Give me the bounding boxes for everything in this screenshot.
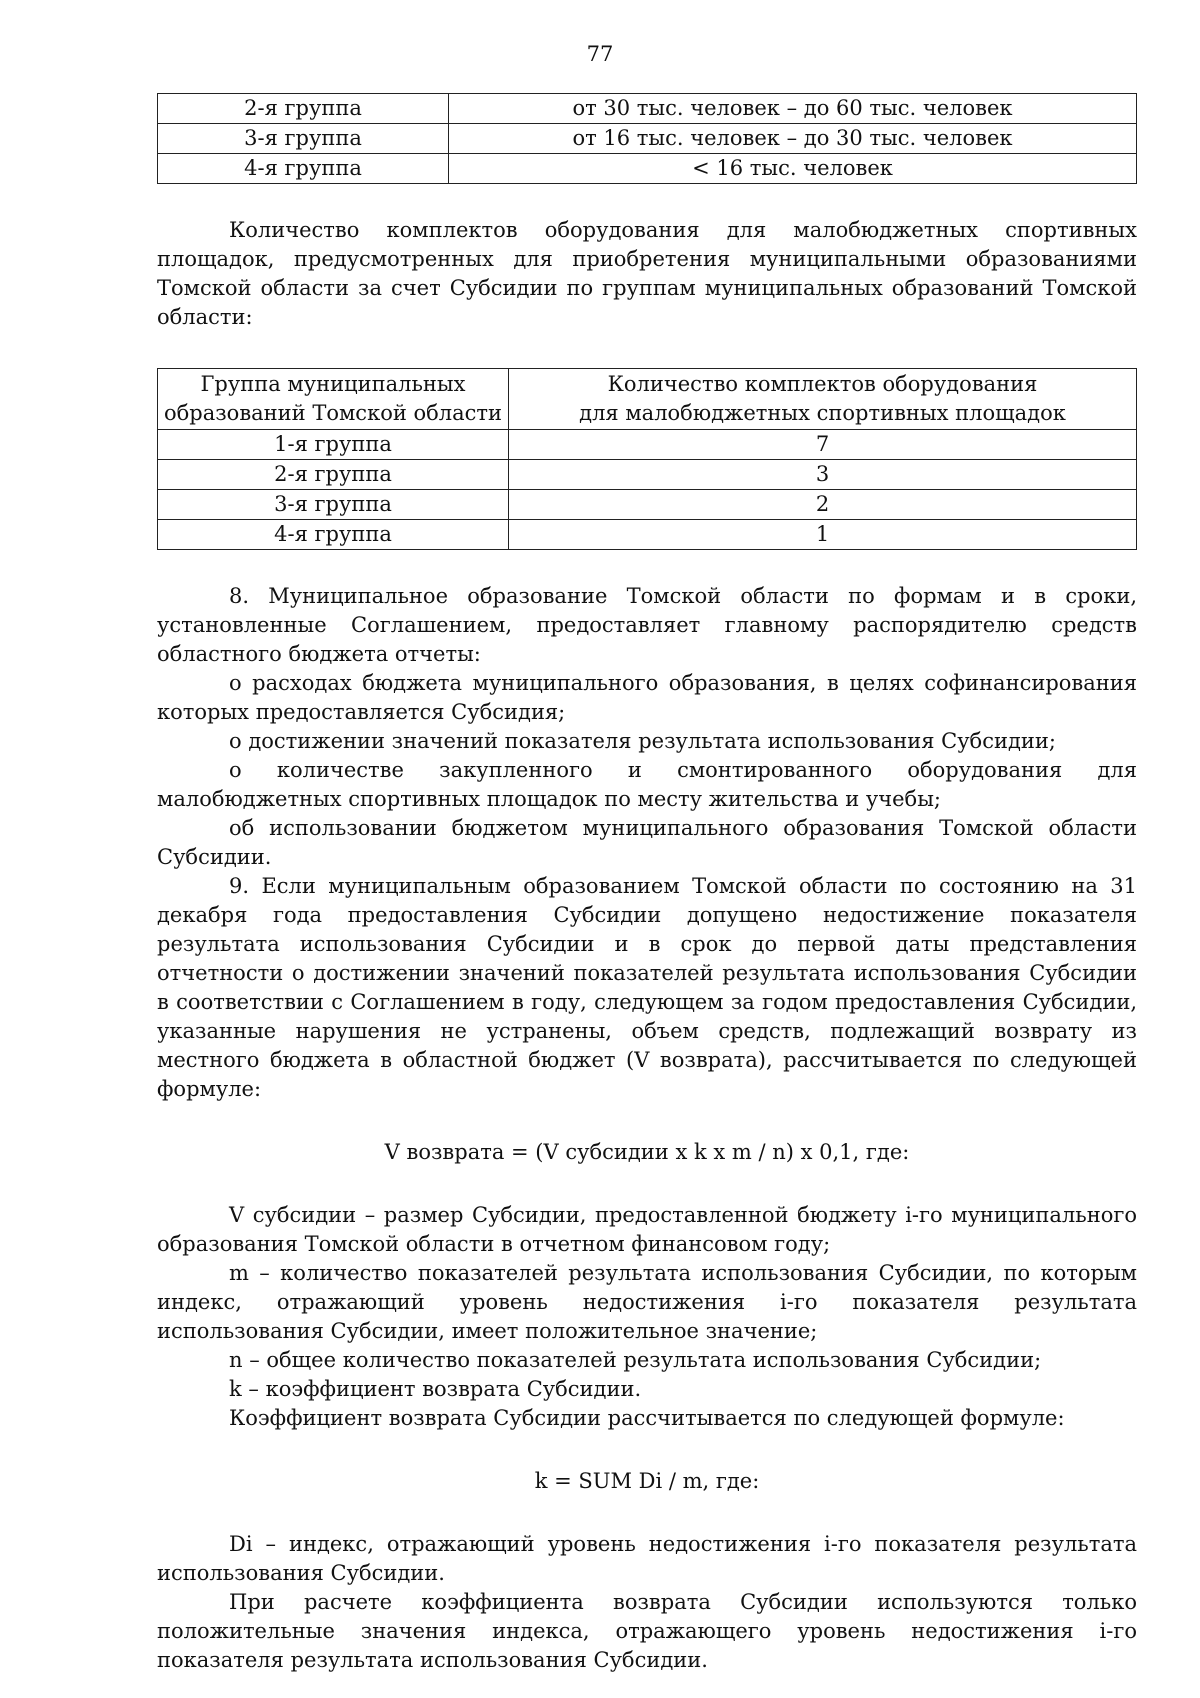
section-9-paragraph: 9. Если муниципальным образованием Томской области по состоянию на 31 декабря года предоставления Субсидии допущено недостижение показателя результата использования Субсидии и в срок до первой даты представления отчетности о достижении значений показателей результата использования Субсидии в соответствии с Соглашением в году, следующем за годом предоставления Субсидии, указанные нарушения не устранены, объем средств, подлежащий возврату из местного бюджета в областной бюджет (V возврата), рассчитывается по следующей формуле: [157,874,1137,1101]
intro-paragraph: Количество комплектов оборудования для малобюджетных спортивных площадок, предусмотренных для приобретения муниципальными образованиями Томской области за счет Субсидии по группам муниципальных образований Томской области: [157,218,1137,329]
table-cell: 2-я группа [158,460,509,490]
table-cell: от 16 тыс. человек – до 30 тыс. человек [449,124,1137,154]
report-item-usage: об использовании бюджетом муниципального образования Томской области Субсидии. [157,816,1137,869]
document-body [157,93,1137,1675]
header-line: Количество комплектов оборудования [607,372,1038,396]
definition-m: m – количество показателей результата использования Субсидии, по которым индекс, отражающий уровень недостижения i-го показателя результата использования Субсидии, имеет положительное значение; [157,1261,1137,1343]
table-cell: 3 [509,460,1137,490]
header-line: Группа муниципальных [200,372,466,396]
coefficient-intro: Коэффициент возврата Субсидии рассчитывается по следующей формуле: [229,1406,1065,1430]
table-cell: 2-я группа [158,94,449,124]
table-cell: 1 [509,520,1137,550]
table-row [158,490,1137,520]
equipment-sets-table [157,368,1137,550]
table-cell: 1-я группа [158,430,509,460]
header-line: образований Томской области [163,401,503,425]
table-row [158,520,1137,550]
table-row [158,94,1137,124]
table-cell: < 16 тыс. человек [449,154,1137,184]
header-line: для малобюджетных спортивных площадок [579,401,1066,425]
section-8-paragraph: 8. Муниципальное образование Томской области по формам и в сроки, установленные Соглашением, предоставляет главному распорядителю средств областного бюджета отчеты: [157,584,1137,666]
table-cell: 4-я группа [158,520,509,550]
population-groups-table [157,93,1137,184]
refund-formula: V возврата = (V субсидии x k x m / n) x 0,1, где: [384,1140,910,1164]
coefficient-formula: k = SUM Di / m, где: [534,1469,760,1493]
table-header-cell [158,369,509,430]
report-item-equipment: о количестве закупленного и смонтированного оборудования для малобюджетных спортивных площадок по месту жительства и учебы; [157,758,1137,811]
report-item-indicators: о достижении значений показателя результата использования Субсидии; [229,729,1056,753]
table-header-row [158,369,1137,430]
table-cell: 4-я группа [158,154,449,184]
table-header-cell [509,369,1137,430]
table-row [158,460,1137,490]
table-row [158,430,1137,460]
positive-values-note: При расчете коэффициента возврата Субсидии используются только положительные значения индекса, отражающего уровень недостижения i-го показателя результата использования Субсидии. [157,1590,1137,1672]
report-item-expenses: о расходах бюджета муниципального образования, в целях софинансирования которых предоставляется Субсидия; [157,671,1137,724]
definition-n: n – общее количество показателей результата использования Субсидии; [229,1348,1042,1372]
table-cell: 3-я группа [158,124,449,154]
table-row [158,154,1137,184]
table-cell: 7 [509,430,1137,460]
definition-k: k – коэффициент возврата Субсидии. [229,1377,642,1401]
table-cell: 2 [509,490,1137,520]
table-cell: 3-я группа [158,490,509,520]
definition-v-subsidy: V субсидии – размер Субсидии, предоставленной бюджету i-го муниципального образования Томской области в отчетном финансовом году; [157,1203,1137,1256]
page-number: 77 [586,42,614,66]
table-row [158,124,1137,154]
definition-di: Di – индекс, отражающий уровень недостижения i-го показателя результата использования Субсидии. [157,1532,1137,1585]
table-cell: от 30 тыс. человек – до 60 тыс. человек [449,94,1137,124]
